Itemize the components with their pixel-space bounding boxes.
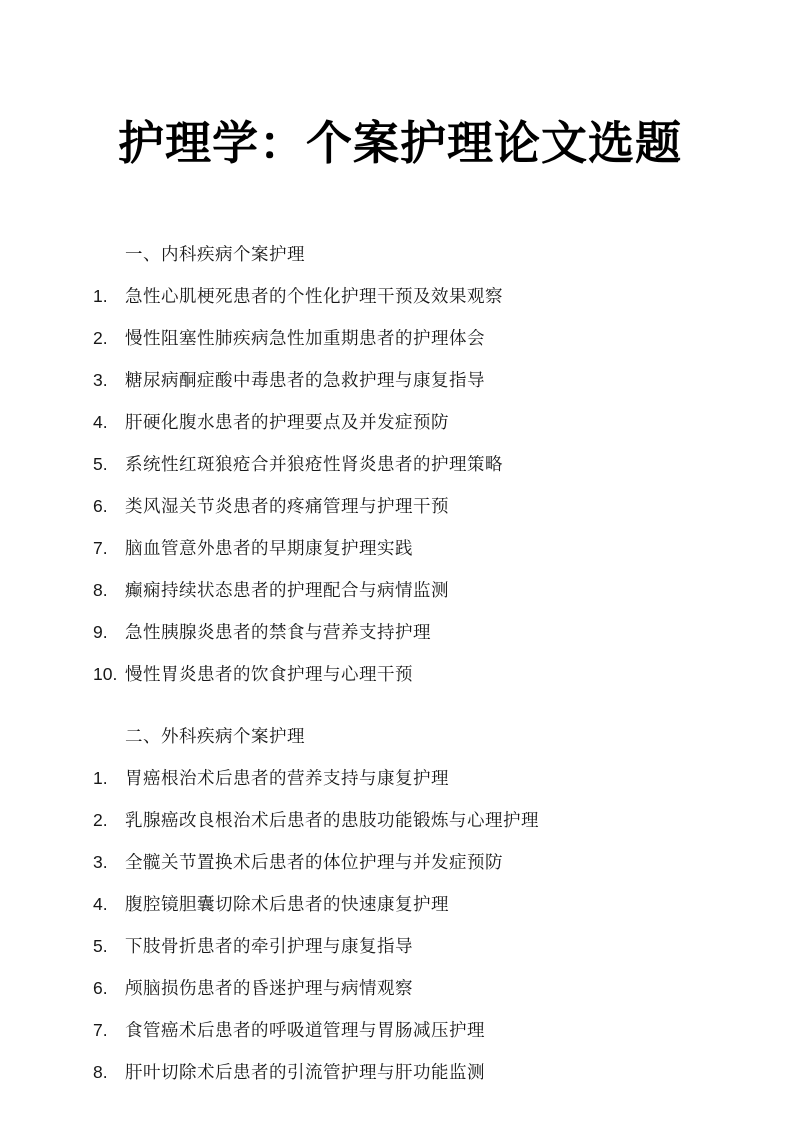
item-text: 急性心肌梗死患者的个性化护理干预及效果观察 — [125, 285, 503, 306]
item-number: 7. — [93, 1019, 108, 1040]
item-text: 类风湿关节炎患者的疼痛管理与护理干预 — [125, 495, 449, 516]
list-item — [93, 925, 740, 967]
list-item — [93, 1051, 740, 1093]
item-text: 慢性胃炎患者的饮食护理与心理干预 — [125, 663, 413, 684]
item-number: 5. — [93, 935, 108, 956]
item-number: 8. — [93, 579, 108, 600]
item-text: 脑血管意外患者的早期康复护理实践 — [125, 537, 413, 558]
item-text: 糖尿病酮症酸中毒患者的急救护理与康复指导 — [125, 369, 485, 390]
item-text: 颅脑损伤患者的昏迷护理与病情观察 — [125, 977, 413, 998]
list-item — [93, 485, 740, 527]
item-number: 8. — [93, 1061, 108, 1082]
item-number: 10. — [93, 663, 118, 684]
list-item — [93, 757, 740, 799]
page-title: 护理学：个案护理论文选题 — [118, 117, 682, 169]
list-item — [93, 841, 740, 883]
list-item — [93, 653, 740, 695]
list-item — [93, 569, 740, 611]
item-number: 9. — [93, 621, 108, 642]
item-number: 1. — [93, 285, 108, 306]
item-text: 胃癌根治术后患者的营养支持与康复护理 — [125, 767, 449, 788]
item-text: 全髋关节置换术后患者的体位护理与并发症预防 — [125, 851, 503, 872]
section-internal-medicine — [93, 233, 740, 695]
list-item — [93, 967, 740, 1009]
list-item — [93, 275, 740, 317]
item-number: 3. — [93, 369, 108, 390]
section-surgery — [93, 715, 740, 1093]
item-number: 4. — [93, 411, 108, 432]
item-number: 5. — [93, 453, 108, 474]
list-item — [93, 317, 740, 359]
document-content — [0, 233, 800, 1093]
item-number: 2. — [93, 327, 108, 348]
list-item — [93, 443, 740, 485]
section-heading: 一、内科疾病个案护理 — [125, 243, 305, 264]
item-text: 下肢骨折患者的牵引护理与康复指导 — [125, 935, 413, 956]
list-item — [93, 799, 740, 841]
item-text: 肝叶切除术后患者的引流管护理与肝功能监测 — [125, 1061, 485, 1082]
list-item — [93, 883, 740, 925]
item-text: 肝硬化腹水患者的护理要点及并发症预防 — [125, 411, 449, 432]
item-text: 慢性阻塞性肺疾病急性加重期患者的护理体会 — [125, 327, 485, 348]
item-number: 6. — [93, 977, 108, 998]
list-item — [93, 1009, 740, 1051]
item-text: 食管癌术后患者的呼吸道管理与胃肠减压护理 — [125, 1019, 485, 1040]
item-text: 急性胰腺炎患者的禁食与营养支持护理 — [125, 621, 431, 642]
list-item — [93, 527, 740, 569]
list-item — [93, 611, 740, 653]
item-number: 6. — [93, 495, 108, 516]
item-text: 乳腺癌改良根治术后患者的患肢功能锻炼与心理护理 — [125, 809, 539, 830]
item-text: 腹腔镜胆囊切除术后患者的快速康复护理 — [125, 893, 449, 914]
item-number: 7. — [93, 537, 108, 558]
item-number: 4. — [93, 893, 108, 914]
item-number: 2. — [93, 809, 108, 830]
item-text: 癫痫持续状态患者的护理配合与病情监测 — [125, 579, 449, 600]
item-number: 3. — [93, 851, 108, 872]
item-text: 系统性红斑狼疮合并狼疮性肾炎患者的护理策略 — [125, 453, 503, 474]
section-heading: 二、外科疾病个案护理 — [125, 725, 305, 746]
item-number: 1. — [93, 767, 108, 788]
list-item — [93, 359, 740, 401]
list-item — [93, 401, 740, 443]
